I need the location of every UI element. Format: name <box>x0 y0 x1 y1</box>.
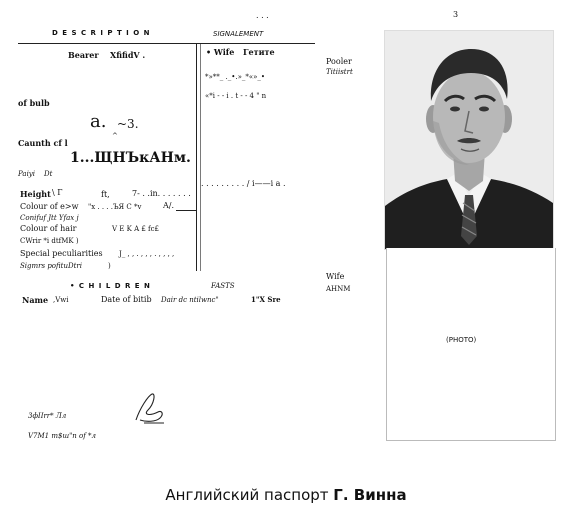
date-of-birth-label: of bulb <box>18 98 50 108</box>
page-number: 3 <box>453 10 459 19</box>
caption-bold: Г. Винна <box>333 486 407 504</box>
wife-label: • Wife <box>206 47 235 57</box>
children-dob-column: Date of bitib <box>101 295 152 304</box>
signature-label-2: V7M1 т$ш"п of *л <box>28 432 97 440</box>
right-wife-sub: AHNM <box>326 285 351 293</box>
caret-mark: ^ <box>112 132 118 140</box>
height-feet: ft, <box>101 190 110 199</box>
dots-line-2: «*i - - i . t - - 4 " n <box>205 92 267 100</box>
height-label: Height <box>20 189 51 199</box>
eyes-label: Colour of e>w <box>20 202 79 211</box>
photo-placeholder: (PHOTO) <box>446 336 477 344</box>
column-divider-left <box>196 43 197 271</box>
caption-normal: Английский паспорт <box>165 486 334 504</box>
signes-particuliers-line: Sigmrs pofituDtri <box>20 262 83 270</box>
country-label: Caunth cf l <box>18 138 68 148</box>
couleur-cheveux-line: CWrir *i dtfMK ) <box>20 237 79 245</box>
birth-date-suffix: ~3. <box>117 117 139 131</box>
signalement-heading: SIGNALEMENT <box>213 30 264 38</box>
signature <box>130 390 170 428</box>
pays-label: Paiyi <box>18 170 36 178</box>
right-bearer-sub: Titiistrt <box>326 68 353 76</box>
caption <box>0 486 572 504</box>
height-rule <box>176 210 196 211</box>
eyes-value: "x . . . .ЪЯ C *v <box>88 203 142 211</box>
height-right: . . . . . . . . . / i——i a . <box>201 179 286 188</box>
dots-line-1: *»**_ ._•.»_*«»_• <box>205 73 266 81</box>
column-divider-right <box>200 43 201 271</box>
birth-date-handwritten: a. <box>90 111 107 132</box>
children-heading: • C H I L D R E N <box>70 282 151 290</box>
bearer-label: Bearer <box>68 50 99 60</box>
wife-photo-frame <box>386 248 556 441</box>
right-bearer-label: Pooler <box>326 57 352 66</box>
bearer-value: XfifidV . <box>110 50 146 60</box>
special-peculiarities-label: Special peculiarities <box>20 249 103 258</box>
signes-end: ) <box>108 262 111 270</box>
children-heading-right: FASTS <box>211 282 235 290</box>
children-name-value: ,Vwi <box>53 296 69 304</box>
header-rule <box>18 43 315 44</box>
top-dots: . . . <box>256 11 269 20</box>
children-name-column: Name <box>22 295 49 305</box>
height-scribble: \ Г <box>52 188 63 197</box>
children-sex-column: 1"X Sre <box>251 295 281 304</box>
pays-value: Dt <box>44 170 53 178</box>
right-wife-label: Wife <box>326 272 345 281</box>
special-peculiarities-value: J_ , , . , , , . , , , , <box>119 250 175 258</box>
description-heading: D E S C R I P T I O N <box>52 29 151 37</box>
height-inches: 7- . .in. . . . . . . <box>132 189 191 198</box>
hair-label: Colour of hair <box>20 224 77 233</box>
portrait-image <box>385 31 553 249</box>
hair-value: V E K A £ fc£ <box>112 225 159 233</box>
bearer-photo <box>384 30 554 250</box>
eyes-end: A/. <box>163 201 175 210</box>
wife-value: Гетите <box>243 47 275 57</box>
couleur-yeux-line: Conifuf Jtt Yfax j <box>20 214 79 222</box>
country-handwritten: 1...ЩНЪкАНм. <box>70 150 191 166</box>
children-dob-subtitle: Dair dc ntilwnc" <box>161 296 219 304</box>
signature-label-1: 3фIIrr* Лл <box>28 412 67 420</box>
